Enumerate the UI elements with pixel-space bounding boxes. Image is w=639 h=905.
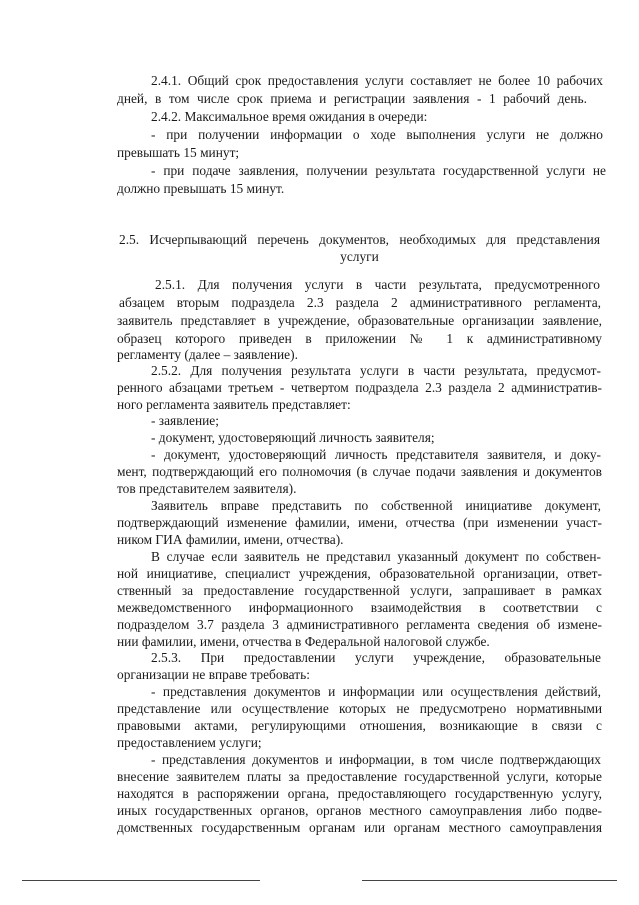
text-line: 2.5.2. Для получения результата услуги в части результата, предусмот-	[151, 363, 601, 378]
text-line: представление или осуществление которых не предусмотрено нормативными	[117, 701, 602, 716]
text-line: нии фамилии, имени, отчества в Федеральной налоговой службе.	[117, 634, 490, 649]
text-line: ренного абзацами третьем - четвертом подраздела 2.3 раздела 2 административ-	[117, 380, 602, 395]
text-line: находятся в распоряжении органа, предоставляющего государственную услугу,	[117, 786, 602, 801]
text-line: - при подаче заявления, получении результата государственной услуги не	[151, 163, 606, 178]
text-line: превышать 15 минут;	[117, 145, 240, 160]
text-line: предоставлением услуги;	[117, 735, 262, 750]
text-line: должно превышать 15 минут.	[117, 181, 285, 196]
footer-rule-right	[362, 880, 617, 881]
text-line: домственных государственным органам или органам местного самоуправления	[117, 820, 602, 835]
text-line: иных государственных органов, органов местного самоуправления либо подве-	[117, 803, 602, 818]
text-line: мент, подтверждающий его полномочия (в случае подачи заявления и документов	[117, 464, 602, 479]
text-line: образец которого приведен в приложении № 1 к административному	[117, 331, 602, 346]
text-line: В случае если заявитель не представил указанный документ по собствен-	[151, 549, 601, 564]
text-line: ной инициативе, специалист учреждения, образовательной организации, ответ-	[117, 566, 602, 581]
text-line: - при получении информации о ходе выполнения услуги не должно	[151, 127, 603, 142]
text-line: тов представителем заявителя).	[117, 481, 297, 496]
text-line: правовыми актами, регулирующими отношения, возникающие в связи с	[117, 718, 602, 733]
text-line: - представления документов и информации, в том числе подтверждающих	[151, 752, 601, 767]
text-line: услуги	[340, 249, 379, 264]
text-line: абзацем вторым подраздела 2.3 раздела 2 административного регламента,	[119, 295, 601, 310]
text-line: регламенту (далее – заявление).	[117, 347, 298, 362]
text-line: - представления документов и информации или осуществления действий,	[151, 684, 601, 699]
text-line: подтверждающий изменение фамилии, имени, отчества (при изменении участ-	[117, 515, 602, 530]
text-line: 2.5.3. При предоставлении услуги учреждение, образовательные	[151, 650, 601, 665]
text-line: ного регламента заявитель представляет:	[117, 397, 351, 412]
text-line: организации не вправе требовать:	[117, 667, 310, 682]
text-line: межведомственного информационного взаимодействия в соответствии с	[117, 600, 602, 615]
text-line: - документ, удостоверяющий личность заявителя;	[151, 430, 435, 445]
text-line: ником ГИА фамилии, имени, отчества).	[117, 532, 344, 547]
text-line: ственный за предоставление государственной услуги, запрашивает в рамках	[117, 583, 602, 598]
text-line: внесение заявителем платы за предоставление государственной услуги, которые	[117, 769, 602, 784]
footer-rule-left	[22, 880, 260, 881]
text-line: 2.5.1. Для получения услуги в части результата, предусмотренного	[155, 277, 600, 292]
text-line: 2.4.1. Общий срок предоставления услуги составляет не более 10 рабочих	[151, 73, 603, 88]
text-line: заявитель представляет в учреждение, образовательные организации заявление,	[117, 313, 602, 328]
text-line: Заявитель вправе представить по собственной инициативе документ,	[151, 498, 601, 513]
text-line: - заявление;	[151, 413, 219, 428]
text-line: - документ, удостоверяющий личность представителя заявителя, и доку-	[151, 447, 601, 462]
text-line: 2.5. Исчерпывающий перечень документов, необходимых для представления	[119, 232, 600, 247]
text-line: 2.4.2. Максимальное время ожидания в очереди:	[151, 109, 428, 124]
text-line: дней, в том числе срок приема и регистрации заявления - 1 рабочий день.	[117, 91, 587, 106]
text-line: подразделом 3.7 раздела 3 административного регламента сведения об измене-	[117, 617, 602, 632]
